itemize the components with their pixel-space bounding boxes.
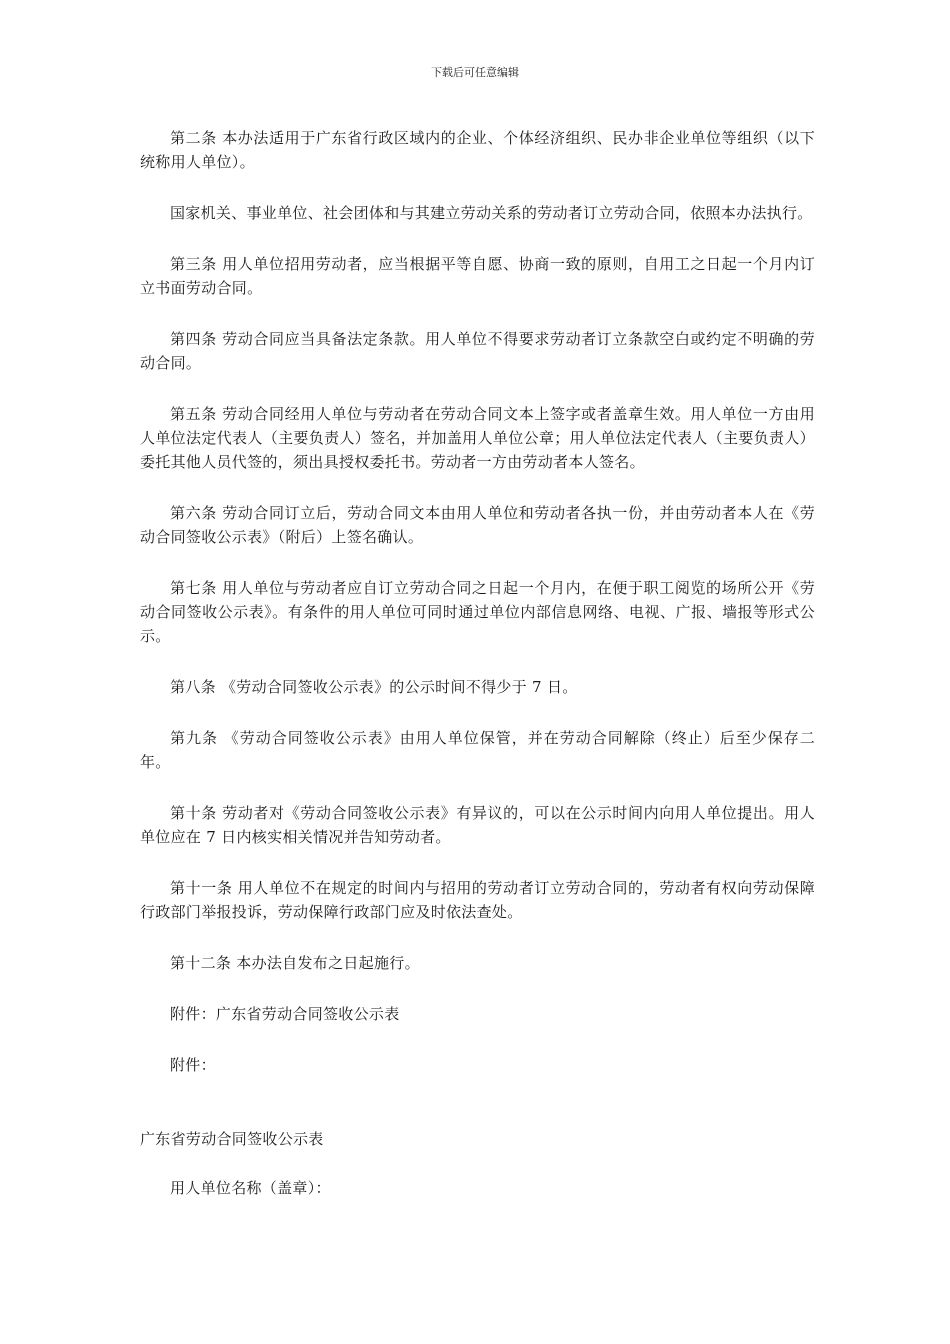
article-6: 第六条 劳动合同订立后，劳动合同文本由用人单位和劳动者各执一份，并由劳动者本人在《劳动合同签收公示表》（附后）上签名确认。	[140, 504, 815, 546]
article-2-paragraph-2: 国家机关、事业单位、社会团体和与其建立劳动关系的劳动者订立劳动合同，依照本办法执行。	[170, 204, 813, 222]
article-5: 第五条 劳动合同经用人单位与劳动者在劳动合同文本上签字或者盖章生效。用人单位一方由用人单位法定代表人（主要负责人）签名，并加盖用人单位公章；用人单位法定代表人（主要负责人）委托其他人员代签的，须出具授权委托书。劳动者一方由劳动者本人签名。	[140, 405, 815, 471]
article-3: 第三条 用人单位招用劳动者，应当根据平等自愿、协商一致的原则，自用工之日起一个月内订立书面劳动合同。	[140, 255, 815, 297]
document-body	[140, 126, 815, 1227]
form-title: 广东省劳动合同签收公示表	[140, 1130, 324, 1148]
article-2: 第二条 本办法适用于广东省行政区域内的企业、个体经济组织、民办非企业单位等组织（以下统称用人单位）。	[140, 129, 815, 171]
page-header-note: 下载后可任意编辑	[431, 66, 519, 79]
employer-name-label: 用人单位名称（盖章）：	[170, 1179, 331, 1197]
article-11: 第十一条 用人单位不在规定的时间内与招用的劳动者订立劳动合同的，劳动者有权向劳动保障行政部门举报投诉，劳动保障行政部门应及时依法查处。	[140, 879, 815, 921]
article-7: 第七条 用人单位与劳动者应自订立劳动合同之日起一个月内，在便于职工阅览的场所公开《劳动合同签收公示表》。有条件的用人单位可同时通过单位内部信息网络、电视、广报、墙报等形式公示。	[140, 579, 815, 645]
article-4: 第四条 劳动合同应当具备法定条款。用人单位不得要求劳动者订立条款空白或约定不明确的劳动合同。	[140, 330, 815, 372]
article-8: 第八条 《劳动合同签收公示表》的公示时间不得少于 7 日。	[170, 678, 578, 696]
article-12: 第十二条 本办法自发布之日起施行。	[170, 954, 420, 972]
attachment-line: 附件：广东省劳动合同签收公示表	[170, 1005, 400, 1023]
article-10: 第十条 劳动者对《劳动合同签收公示表》有异议的，可以在公示时间内向用人单位提出。用人单位应在 7 日内核实相关情况并告知劳动者。	[140, 804, 815, 846]
attachment-label: 附件：	[170, 1056, 216, 1074]
article-9: 第九条 《劳动合同签收公示表》由用人单位保管，并在劳动合同解除（终止）后至少保存二年。	[140, 729, 815, 771]
